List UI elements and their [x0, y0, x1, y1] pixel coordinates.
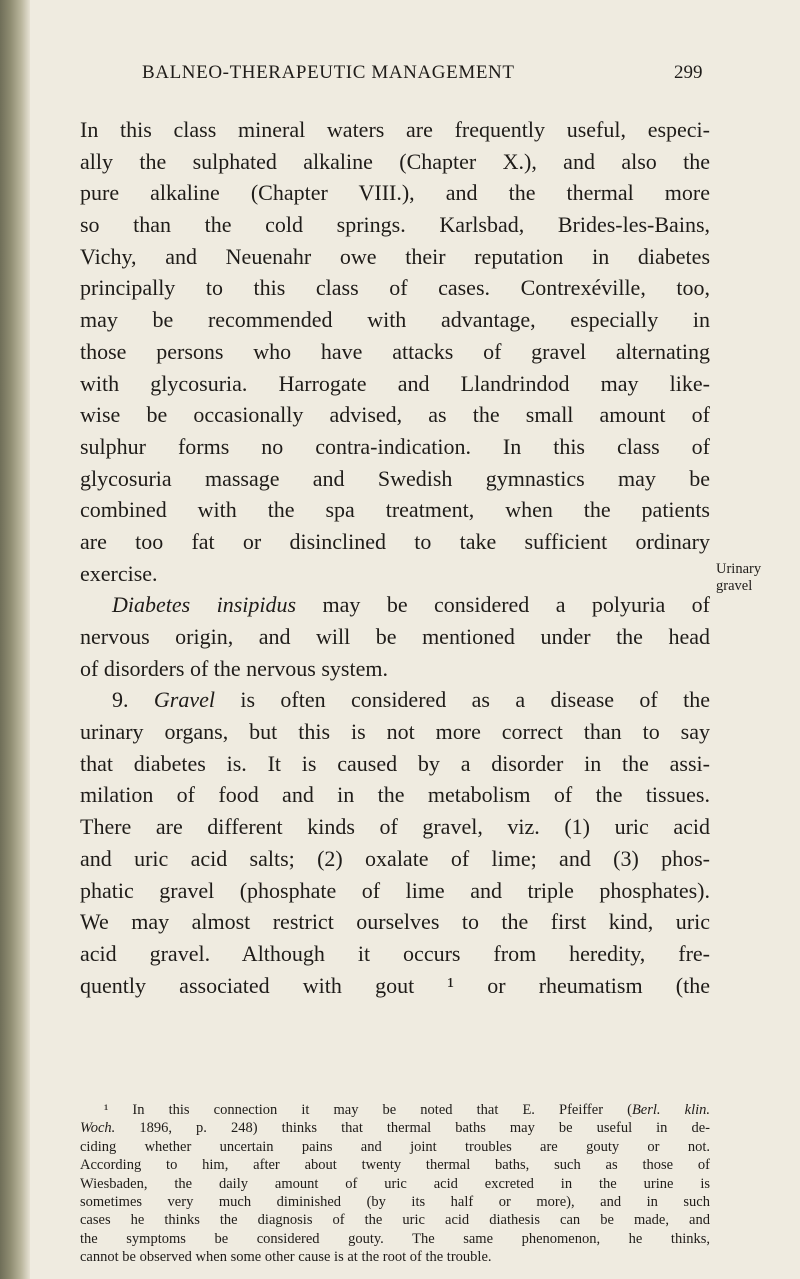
footnote-line: According to him, after about twenty thermal baths, such as those of [80, 1157, 710, 1174]
body-line: those persons who have attacks of gravel alternating [80, 338, 710, 364]
body-line: There are different kinds of gravel, viz. (1) uric acid [80, 814, 710, 840]
footnote-line: the symptoms be considered gouty. The same phenomenon, he thinks, [80, 1230, 710, 1247]
body-line: principally to this class of cases. Contrexéville, too, [80, 275, 710, 301]
body-text [80, 114, 710, 1001]
body-line: milation of food and in the metabolism of the tissues. [80, 782, 710, 808]
body-line: quently associated with gout ¹ or rheumatism (the [80, 972, 710, 998]
body-line: urinary organs, but this is not more correct than to say [80, 719, 710, 745]
body-line: acid gravel. Although it occurs from heredity, fre- [80, 940, 710, 966]
footnote-line: ¹ In this connection it may be noted that E. Pfeiffer (Berl. klin. [104, 1102, 710, 1118]
body-line: exercise. [80, 560, 158, 586]
page-number: 299 [674, 62, 703, 83]
body-line: Vichy, and Neuenahr owe their reputation in diabetes [80, 243, 710, 269]
body-line: ally the sulphated alkaline (Chapter X.), and also the [80, 148, 710, 174]
body-line: wise be occasionally advised, as the small amount of [80, 402, 710, 428]
body-line: may be recommended with advantage, especially in [80, 307, 710, 333]
body-line: phatic gravel (phosphate of lime and triple phosphates). [80, 877, 710, 903]
body-line: combined with the spa treatment, when the patients [80, 497, 710, 523]
body-line: In this class mineral waters are frequently useful, especi- [80, 117, 710, 142]
body-line: sulphur forms no contra-indication. In this class of [80, 433, 710, 459]
body-line: pure alkaline (Chapter VIII.), and the thermal more [80, 180, 710, 206]
body-line: of disorders of the nervous system. [80, 655, 388, 681]
footnote-line: ciding whether uncertain pains and joint troubles are gouty or not. [80, 1138, 710, 1155]
body-line: We may almost restrict ourselves to the first kind, uric [80, 909, 710, 935]
body-line: with glycosuria. Harrogate and Llandrindod may like- [80, 370, 710, 396]
body-line-diabetes-insipidus: Diabetes insipidus may be considered a polyuria of [112, 592, 710, 618]
body-line: are too fat or disinclined to take sufficient ordinary [80, 528, 710, 554]
page-gutter-shadow [0, 0, 30, 1279]
body-line: that diabetes is. It is caused by a disorder in the assi- [80, 750, 710, 776]
body-line: and uric acid salts; (2) oxalate of lime; and (3) phos- [80, 845, 710, 871]
footnote-line: sometimes very much diminished (by its half or more), and in such [80, 1193, 710, 1210]
body-line-gravel-heading: 9. Gravel is often considered as a disease of the [112, 687, 711, 713]
body-line: glycosuria massage and Swedish gymnastics may be [80, 465, 710, 491]
footnote-line: Woch. 1896, p. 248) thinks that thermal baths may be useful in de- [80, 1120, 710, 1137]
margin-note-line: gravel [716, 578, 753, 594]
page-header [0, 62, 800, 88]
footnote-line: cases he thinks the diagnosis of the uric acid diathesis can be made, and [80, 1212, 710, 1229]
margin-note [716, 561, 800, 595]
body-line: so than the cold springs. Karlsbad, Brides-les-Bains, [80, 212, 710, 238]
footnote [80, 1101, 710, 1267]
footnote-line: cannot be observed when some other cause is at the root of the trouble. [80, 1249, 492, 1266]
footnote-line: Wiesbaden, the daily amount of uric acid excreted in the urine is [80, 1175, 710, 1192]
margin-note-line: Urinary [716, 561, 762, 577]
body-line: nervous origin, and will be mentioned under the head [80, 624, 710, 649]
running-head: BALNEO-THERAPEUTIC MANAGEMENT [142, 62, 515, 83]
